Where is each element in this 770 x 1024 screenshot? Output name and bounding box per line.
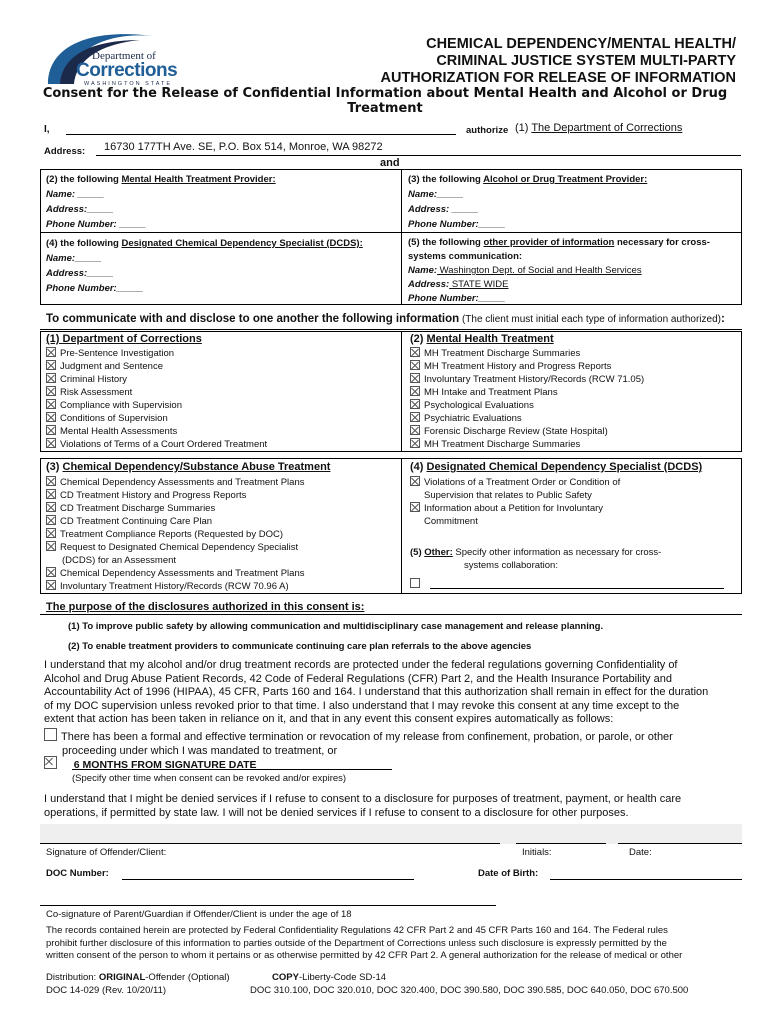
checkbox-checked[interactable]	[410, 399, 420, 409]
info-item[interactable]	[46, 515, 396, 528]
dcds-item-violations-cont: Supervision that relates to Public Safety	[424, 490, 592, 501]
info-item[interactable]	[46, 489, 396, 502]
info-item[interactable]	[410, 360, 740, 373]
date-field[interactable]	[618, 843, 742, 844]
provider-5-heading-line2: systems communication:	[408, 251, 523, 262]
info-item-label: MH Treatment Discharge Summaries	[424, 348, 581, 359]
section-dcds	[410, 461, 740, 590]
section-mh	[410, 333, 740, 451]
section-doc	[46, 333, 396, 451]
info-item[interactable]	[46, 347, 396, 360]
info-item-label: Treatment Compliance Reports (Requested by DOC)	[60, 529, 283, 540]
provider-4-name[interactable]: Name:_____	[46, 253, 102, 264]
client-name-field[interactable]	[66, 134, 456, 135]
section-cd-continuation: (DCDS) for an Assessment	[62, 555, 177, 566]
provider-3-name[interactable]: Name:_____	[408, 189, 464, 200]
checkbox-checked[interactable]	[410, 438, 420, 448]
address-field[interactable]	[96, 141, 741, 156]
dob-field[interactable]	[550, 879, 742, 880]
i-label: I,	[44, 124, 50, 135]
provider-4-address[interactable]: Address:_____	[46, 268, 114, 279]
info-item-label: Judgment and Sentence	[60, 361, 163, 372]
party-name: The Department of Corrections	[531, 122, 683, 134]
purpose-2: (2) To enable treatment providers to communicate continuing care plan referrals to the above agencies	[68, 641, 532, 652]
checkbox-checked[interactable]	[410, 347, 420, 357]
provider-4-heading: (4) the following Designated Chemical Dependency Specialist (DCDS):	[46, 238, 363, 249]
info-item[interactable]	[410, 347, 740, 360]
info-item-label: Conditions of Supervision	[60, 413, 168, 424]
expire-option-2[interactable]: 6 MONTHS FROM SIGNATURE DATE	[44, 756, 464, 771]
checkbox-checked[interactable]	[410, 425, 420, 435]
checkbox-checked[interactable]	[46, 399, 56, 409]
provider-2-address[interactable]: Address:_____	[46, 204, 114, 215]
info-item-label: Involuntary Treatment History/Records (RCW 70.96 A)	[60, 581, 289, 592]
address-value: 16730 177TH Ave. SE, P.O. Box 514, Monroe, WA 98272	[104, 141, 383, 153]
info-item-label: MH Treatment History and Progress Reports	[424, 361, 612, 372]
date-label: Date:	[629, 847, 652, 858]
provider-2	[46, 172, 396, 232]
info-item-label: Criminal History	[60, 374, 128, 385]
checkbox-checked[interactable]	[46, 580, 56, 590]
dcds-item-petition[interactable]: Information about a Petition for Involuntary	[410, 502, 740, 515]
info-item-label: Chemical Dependency Assessments and Treatment Plans	[60, 477, 305, 488]
info-item[interactable]	[46, 528, 396, 541]
info-item[interactable]	[46, 360, 396, 373]
title-line3: AUTHORIZATION FOR RELEASE OF INFORMATION	[380, 70, 736, 86]
checkbox-checked[interactable]	[46, 360, 56, 370]
subtitle-line1: Consent for the Release of Confidential Information about Mental Health and Alcohol or Drug	[42, 86, 728, 101]
checkbox-checked[interactable]	[46, 515, 56, 525]
providers-divider	[401, 169, 402, 305]
info-item-label: Pre-Sentence Investigation	[60, 348, 175, 359]
doc-number-field[interactable]	[122, 879, 414, 880]
checkbox-checked[interactable]	[46, 373, 56, 383]
form-title	[381, 36, 737, 87]
info-item[interactable]	[46, 373, 396, 386]
providers-row-divider	[40, 232, 742, 233]
logo-line1: Department of	[92, 50, 156, 62]
info-item-label: Involuntary Treatment History/Records (RCW 71.05)	[424, 374, 645, 385]
info-item[interactable]	[46, 386, 396, 399]
doc-number-label: DOC Number:	[46, 868, 109, 879]
info-item[interactable]	[410, 438, 740, 451]
other-info: (5) Other: Specify other information as necessary for cross- systems collaboration:	[410, 546, 740, 572]
section-cd	[46, 461, 396, 593]
section-dcds-title: (4) Designated Chemical Dependency Specialist (DCDS)	[410, 461, 703, 473]
checkbox-checked[interactable]	[46, 489, 56, 499]
denial-statement: I understand that I might be denied services if I refuse to consent to a disclosure for purposes of treatment, payment, or health care operations, if permitted by state law. I will not be denied services if I refuse to consent to a disclosure for other purposes.	[44, 793, 682, 819]
checkbox-checked[interactable]	[410, 476, 420, 486]
info-item-label: Violations of Terms of a Court Ordered Treatment	[60, 439, 268, 450]
info-item[interactable]	[46, 502, 396, 515]
federal-notice: The records contained herein are protected by Federal Confidentiality Regulations 42 CFR Part 2 and 45 CFR Parts 160 and 164. The Federal rules prohibit further disclosure of this information to parties outside of the Department of Corrections unless such disclosure is expressly permitted by the written consent of the person to whom it pertains or as otherwise permitted by 42 CFR Part 2. A general authorization for the release of medical or other	[46, 925, 683, 961]
provider-5-address[interactable]: Address: STATE WIDE	[408, 279, 509, 290]
info-item-label: CD Treatment History and Progress Reports	[60, 490, 247, 501]
info-item[interactable]	[410, 425, 740, 438]
initials-field[interactable]	[516, 843, 606, 844]
other-label: Other:	[424, 547, 453, 558]
info-item[interactable]	[410, 386, 740, 399]
provider-5-name[interactable]: Name: Washington Dept. of Social and Health Services	[408, 265, 642, 276]
provider-3-address[interactable]: Address: _____	[408, 204, 479, 215]
logo-line2: Corrections	[76, 60, 178, 81]
checkbox-checked[interactable]	[46, 412, 56, 422]
confidentiality-statement: I understand that my alcohol and/or drug treatment records are protected under the federal regulations governing Confidentiality of Alcohol and Drug Abuse Patient Records, 42 Code of Federal Regulations (CFR) Part 2, and the Health Insurance Portability and Accountability Act of 1996 (HIPAA), 45 CFR, Parts 160 and 164. I understand that this authorization shall remain in effect for the duration of my DOC supervision unless revoked prior to that time. I also understand that I may revoke this consent at any time except to the extent that action has been taken in reliance on it, and that in any event this consent expires automatically as follows:	[44, 659, 709, 725]
copy-distribution: COPY-Liberty-Code SD-14	[272, 972, 387, 983]
info-item[interactable]	[46, 476, 396, 489]
info-item-label: MH Treatment Discharge Summaries	[424, 439, 581, 450]
subtitle-line2: Treatment	[347, 101, 423, 116]
checkbox-checked[interactable]	[410, 373, 420, 383]
party-number: (1)	[515, 122, 529, 134]
purpose-1: (1) To improve public safety by allowing communication and multidisciplinary case management and release planning.	[68, 621, 604, 632]
section-doc-title: (1) Department of Corrections	[46, 333, 202, 345]
expire-option-1[interactable]: There has been a formal and effective termination or revocation of my release from confinement, probation, or parole, or other proceeding under which I was mandated to treatment, or	[44, 728, 744, 758]
info-item-label: Risk Assessment	[60, 387, 133, 398]
address-label: Address:	[44, 146, 86, 157]
provider-5-phone[interactable]: Phone Number:_____	[408, 293, 506, 304]
info-item-label: Psychiatric Evaluations	[424, 413, 522, 424]
section-cd-list2	[46, 567, 396, 593]
policy-references: DOC 310.100, DOC 320.010, DOC 320.400, DOC 390.580, DOC 390.585, DOC 640.050, DOC 670.500	[250, 985, 689, 996]
info-item-label: MH Intake and Treatment Plans	[424, 387, 558, 398]
expire-field-line	[72, 769, 392, 770]
cosignature-field[interactable]	[40, 905, 496, 906]
communicate-rule	[40, 329, 742, 330]
provider-2-heading: (2) the following Mental Health Treatment Provider:	[46, 174, 276, 185]
checkbox-checked[interactable]	[46, 541, 56, 551]
authorize-party	[515, 122, 682, 134]
checkbox-checked[interactable]	[46, 502, 56, 512]
info-item-label: Psychological Evaluations	[424, 400, 534, 411]
section-mh-list	[410, 347, 740, 451]
provider-2-phone[interactable]: Phone Number: _____	[46, 219, 146, 230]
info-item[interactable]	[46, 580, 396, 593]
info-item[interactable]	[410, 412, 740, 425]
checkbox-checked[interactable]	[410, 360, 420, 370]
checkbox-checked[interactable]	[46, 528, 56, 538]
info-item-label: CD Treatment Discharge Summaries	[60, 503, 216, 514]
communicate-heading: To communicate with and disclose to one another the following information (The client must initial each type of information authorized):	[46, 313, 725, 325]
info-item[interactable]	[46, 438, 396, 451]
info-item[interactable]	[46, 567, 396, 580]
signature-band	[40, 824, 742, 844]
signature-field[interactable]	[40, 843, 500, 844]
info-item[interactable]	[410, 399, 740, 412]
info-item[interactable]	[46, 541, 396, 554]
cosignature-label: Co-signature of Parent/Guardian if Offender/Client is under the age of 18	[46, 909, 352, 920]
expire-specify: (Specify other time when consent can be revoked and/or expires)	[72, 773, 347, 784]
info-box-1-divider	[401, 331, 402, 452]
info-item[interactable]	[46, 412, 396, 425]
checkbox-checked[interactable]	[46, 425, 56, 435]
checkbox-checked[interactable]	[46, 347, 56, 357]
checkbox-checked[interactable]	[46, 386, 56, 396]
provider-5	[408, 236, 740, 306]
section-doc-list	[46, 347, 396, 451]
info-item-label: Compliance with Supervision	[60, 400, 182, 411]
other-checkbox[interactable]	[410, 578, 420, 588]
checkbox-checked[interactable]	[46, 567, 56, 577]
info-item-label: Chemical Dependency Assessments and Treatment Plans	[60, 568, 305, 579]
checkbox-checked[interactable]	[46, 438, 56, 448]
provider-3	[408, 172, 738, 232]
expire-checkbox-1[interactable]	[44, 728, 57, 741]
signature-label: Signature of Offender/Client:	[46, 847, 167, 858]
dcds-item-petition-cont: Commitment	[424, 516, 478, 527]
info-box-2-divider	[401, 458, 402, 594]
section-dcds-list	[410, 476, 740, 528]
section-cd-title: (3) Chemical Dependency/Substance Abuse Treatment	[46, 461, 331, 473]
other-info-line2: systems collaboration:	[464, 560, 558, 571]
info-item-label: CD Treatment Continuing Care Plan	[60, 516, 213, 527]
title-line2: CRIMINAL JUSTICE SYSTEM MULTI-PARTY	[436, 53, 736, 69]
dob-label: Date of Birth:	[478, 868, 539, 879]
info-item[interactable]	[46, 425, 396, 438]
expire-checkbox-2[interactable]	[44, 756, 57, 769]
logo-line3: WASHINGTON STATE	[84, 81, 173, 87]
initials-label: Initials:	[522, 847, 552, 858]
checkbox-checked[interactable]	[410, 502, 420, 512]
checkbox-checked[interactable]	[410, 386, 420, 396]
and-label: and	[380, 157, 400, 169]
doc-logo	[40, 26, 190, 88]
title-line1: CHEMICAL DEPENDENCY/MENTAL HEALTH/	[426, 36, 736, 52]
distribution: Distribution: ORIGINAL-Offender (Optional)	[46, 972, 230, 983]
other-info-field[interactable]	[430, 588, 724, 589]
info-item[interactable]	[46, 399, 396, 412]
checkbox-checked[interactable]	[410, 412, 420, 422]
section-cd-list	[46, 476, 396, 554]
purpose-heading: The purpose of the disclosures authorized in this consent is:	[46, 601, 365, 613]
info-item[interactable]	[410, 373, 740, 386]
section-mh-title: (2) Mental Health Treatment	[410, 333, 554, 345]
form-number: DOC 14-029 (Rev. 10/20/11)	[46, 985, 167, 996]
provider-4-phone[interactable]: Phone Number:_____	[46, 283, 144, 294]
info-item-label: Mental Health Assessments	[60, 426, 178, 437]
info-item-label: Request to Designated Chemical Dependency Specialist	[60, 542, 299, 553]
provider-3-phone[interactable]: Phone Number:_____	[408, 219, 506, 230]
provider-5-heading: (5) the following other provider of information necessary for cross-	[408, 237, 710, 248]
checkbox-checked[interactable]	[46, 476, 56, 486]
authorize-label: authorize	[466, 125, 509, 136]
info-item-label: Forensic Discharge Review (State Hospital)	[424, 426, 608, 437]
provider-4	[46, 236, 396, 296]
purpose-rule	[40, 614, 742, 615]
provider-2-name[interactable]: Name: _____	[46, 189, 105, 200]
form-subtitle	[30, 86, 740, 116]
provider-3-heading: (3) the following Alcohol or Drug Treatment Provider:	[408, 174, 648, 185]
dcds-item-violations[interactable]: Violations of a Treatment Order or Condition of	[410, 476, 740, 489]
